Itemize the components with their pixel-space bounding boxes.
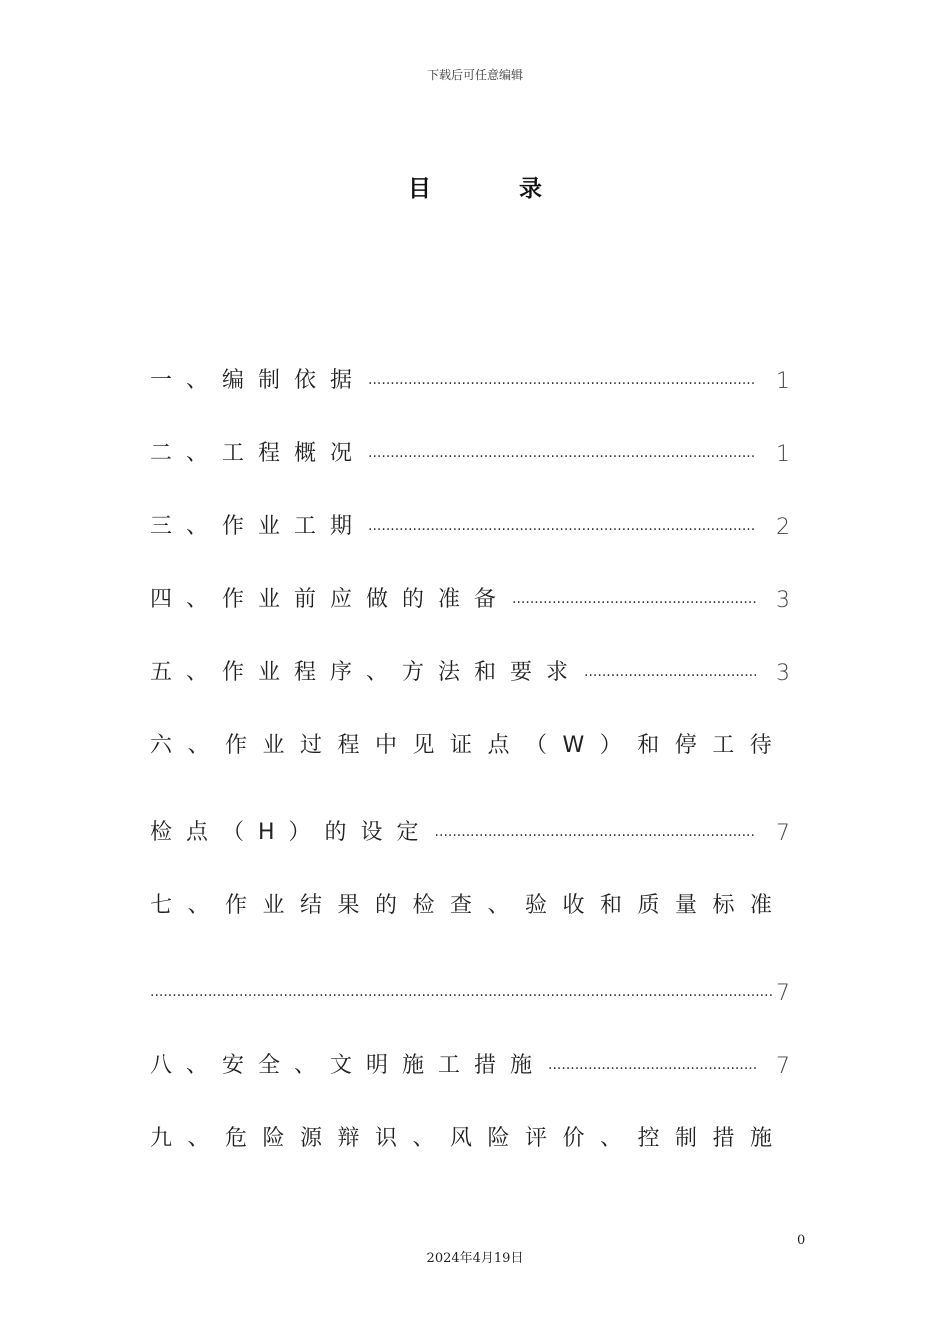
dot-leader (150, 984, 772, 1000)
toc-entry-label: 一、编制依据 (150, 368, 367, 393)
toc-entry-4[interactable] (150, 577, 790, 613)
toc-entry-9[interactable] (150, 1116, 790, 1152)
dot-leader (368, 372, 756, 388)
dot-leader (512, 591, 756, 607)
toc-entry-label: 三、作业工期 (150, 514, 367, 539)
page-number: 0 (797, 1233, 806, 1248)
toc-entry-1[interactable] (150, 358, 790, 394)
toc-entry-page: 3 (776, 661, 790, 686)
title-char-1: 目 (408, 176, 431, 202)
dot-leader (368, 518, 756, 534)
toc-entry-label: 二、工程概况 (150, 441, 367, 466)
dot-leader (548, 1057, 756, 1073)
toc-entry-page: 3 (776, 588, 790, 613)
toc-entry-page: 7 (776, 1054, 790, 1079)
dot-leader (435, 824, 756, 840)
toc-entry-8[interactable] (150, 1043, 790, 1079)
toc-entry-6[interactable] (150, 723, 790, 759)
toc-entry-page: 7 (776, 821, 790, 846)
toc-entry-page: 1 (776, 369, 790, 394)
page-title (0, 170, 950, 203)
page-footer-date: 2024年4月19日 (426, 1251, 524, 1266)
toc-entry-7[interactable] (150, 883, 790, 919)
toc-entry-5[interactable] (150, 650, 790, 686)
toc-entry-page: 2 (776, 515, 790, 540)
toc-entry-page: 1 (776, 442, 790, 467)
title-char-2: 录 (519, 176, 542, 202)
toc-entry-label: 五、作业程序、方法和要求 (150, 660, 583, 685)
toc-entry-3[interactable] (150, 504, 790, 540)
page-header: 下载后可任意编辑 (426, 68, 523, 82)
dot-leader (368, 445, 756, 461)
toc-entry-label: 七、作业结果的检查、验收和质量标准 (150, 893, 788, 918)
toc-entry-label: 九、危险源辩识、风险评价、控制措施 (150, 1126, 788, 1151)
toc-entry-label: 八、安全、文明施工措施 (150, 1053, 547, 1078)
toc-entry-7-continued[interactable] (150, 970, 790, 1006)
toc-entry-2[interactable] (150, 431, 790, 467)
toc-entry-label: 四、作业前应做的准备 (150, 587, 511, 612)
dot-leader (584, 664, 756, 680)
toc-entry-page: 7 (776, 981, 790, 1006)
toc-entry-6-continued[interactable] (150, 810, 790, 846)
toc-entry-label-continued: 检点（H）的设定 (150, 820, 433, 845)
toc-entry-label: 六、作业过程中见证点（W）和停工待 (150, 733, 788, 758)
